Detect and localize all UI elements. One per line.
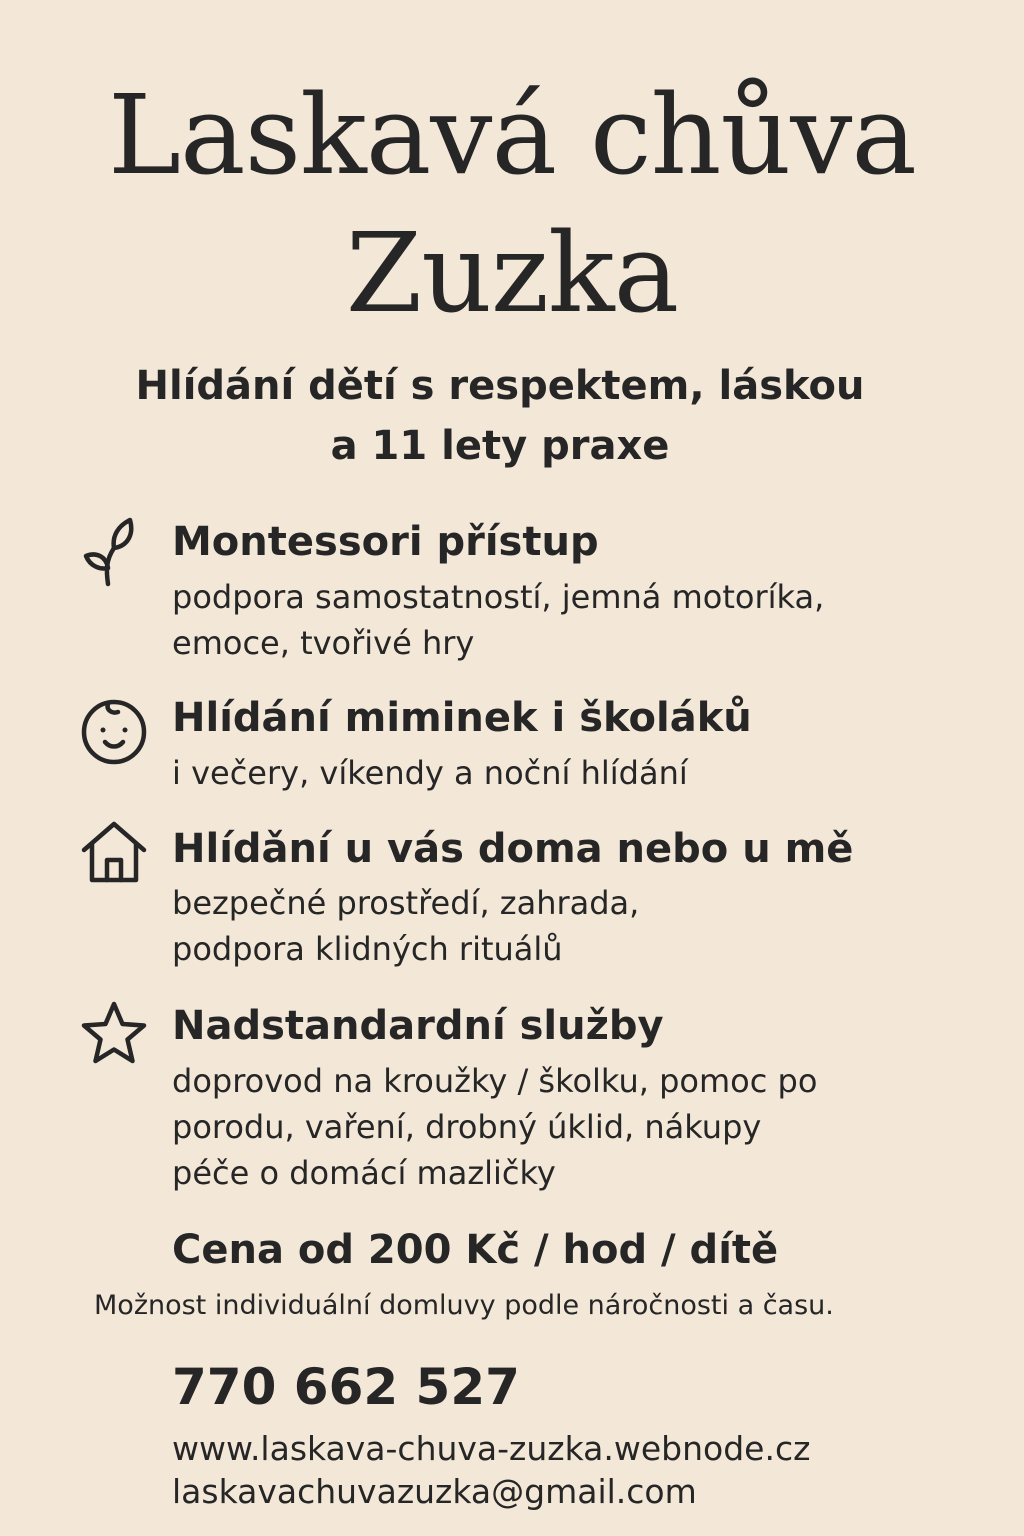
phone-number: 770 662 527 — [172, 1358, 520, 1416]
feature-desc-line: porodu, vaření, drobný úklid, nákupy — [172, 1108, 762, 1146]
feature-desc-line: doprovod na kroužky / školku, pomoc po — [172, 1062, 818, 1100]
feature-title-babies: Hlídání miminek i školáků — [172, 695, 752, 741]
house-icon — [78, 816, 150, 888]
feature-desc-line: podpora klidných rituálů — [172, 930, 563, 968]
feature-desc-extra — [172, 1058, 972, 1196]
baby-face-icon — [78, 694, 150, 766]
feature-title-extra: Nadstandardní služby — [172, 1003, 664, 1049]
website-url: www.laskava-chuva-zuzka.webnode.cz — [172, 1429, 811, 1468]
feature-desc-babies — [172, 750, 972, 796]
feature-desc-line: i večery, víkendy a noční hlídání — [172, 754, 688, 792]
leaf-icon — [78, 516, 150, 588]
feature-desc-line: péče o domácí mazličky — [172, 1154, 556, 1192]
feature-desc-line: podpora samostatností, jemná motoríka, — [172, 578, 825, 616]
email-address: laskavachuvazuzka@gmail.com — [172, 1472, 697, 1511]
feature-desc-line: emoce, tvořivé hry — [172, 624, 475, 662]
subtitle-line-2: a 11 lety praxe — [330, 423, 670, 469]
feature-desc-line: bezpečné prostředí, zahrada, — [172, 884, 640, 922]
feature-title-home: Hlídǎní u vás doma nebo u mě — [172, 826, 854, 872]
page-title-line-2: Zuzka — [345, 209, 679, 337]
price: Cena od 200 Kč / hod / dítě — [172, 1227, 779, 1273]
price-note: Možnost individuální domluvy podle náročnosti a času. — [94, 1290, 834, 1321]
star-icon — [78, 998, 150, 1070]
page-title-line-1: Laskavá chůva — [107, 71, 917, 199]
subtitle-line-1: Hlídání dětí s respektem, láskou — [135, 363, 865, 409]
feature-desc-home — [172, 880, 972, 972]
feature-desc-montessori — [172, 574, 972, 666]
feature-title-montessori: Montessori přístup — [172, 519, 599, 565]
